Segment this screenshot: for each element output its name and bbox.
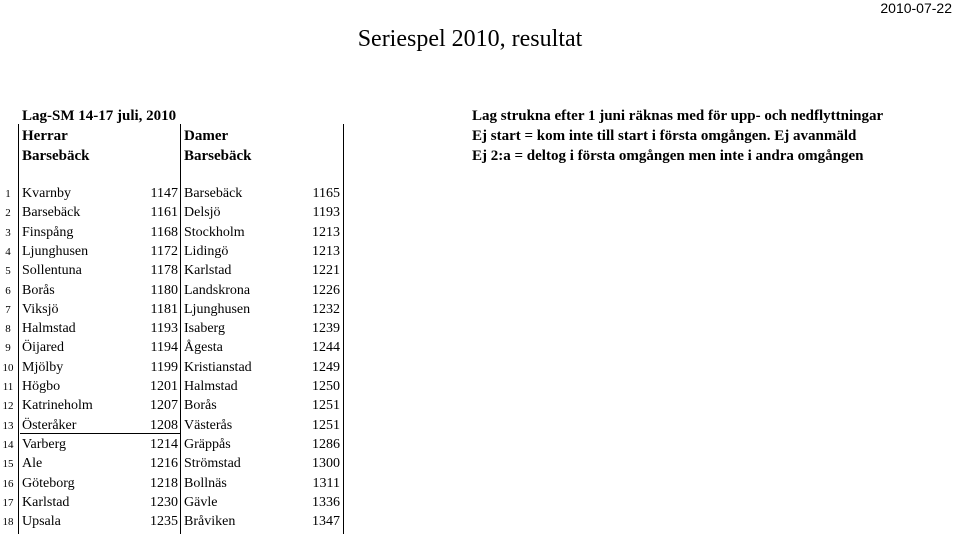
rank-cell: 14 [2,438,14,451]
rank-cell: 15 [2,458,14,471]
women-team-cell: Isaberg [184,321,225,337]
rank-cell: 5 [5,265,11,278]
men-score-cell: 1194 [150,340,178,356]
table-row [0,242,344,261]
table-row [0,512,344,531]
men-team-cell: Finspång [22,224,74,240]
men-score-cell: 1216 [150,456,178,472]
men-score-cell: 1180 [150,282,178,298]
men-score-cell: 1230 [150,494,178,510]
women-team-cell: Gävle [184,494,218,510]
rank-cell: 6 [5,284,11,297]
men-score-cell: 1214 [150,436,178,452]
women-team-cell: Kristianstad [184,359,252,375]
table-row [0,203,344,222]
table-row [0,184,344,203]
table-row [0,281,344,300]
rank-cell: 3 [5,226,11,239]
women-score-cell: 1221 [312,263,340,279]
note-line: Ej 2:a = deltog i första omgången men inte i andra omgången [472,148,864,164]
women-score-cell: 1251 [312,398,340,414]
men-team-cell: Kvarnby [22,186,71,201]
table-row [0,319,344,338]
men-team-cell: Borås [22,282,55,298]
women-team-cell: Stockholm [184,224,245,240]
women-score-cell: 1300 [312,456,340,472]
women-score-cell: 1336 [312,494,340,510]
women-score-cell: 1232 [312,301,340,317]
women-team-cell: Karlstad [184,263,232,279]
women-score-cell: 1193 [312,205,340,221]
men-team-cell: Öijared [22,340,64,356]
rank-cell: 4 [5,245,11,258]
men-team-cell: Karlstad [22,494,70,510]
women-team-cell: Ljunghusen [184,301,251,317]
rank-cell: 11 [2,381,14,393]
women-team-cell: Bollnäs [184,475,227,491]
women-team-cell: Landskrona [184,282,251,298]
rank-cell: 18 [2,516,14,529]
table-row [0,454,344,473]
men-team-cell: Upsala [22,514,61,530]
women-score-cell: 1286 [312,436,340,452]
men-team-cell: Högbo [22,379,61,394]
women-score-cell: 1249 [312,359,340,375]
men-team-cell: Mjölby [22,359,64,375]
rank-cell: 13 [2,419,14,432]
women-team-cell: Ågesta [184,340,223,356]
men-team-cell: Barsebäck [22,205,81,221]
men-team-cell: Varberg [22,436,67,452]
women-score-cell: 1311 [312,475,340,491]
rank-cell: 16 [2,477,14,490]
event-label: Lag-SM 14-17 juli, 2010 [22,108,177,124]
men-score-cell: 1199 [150,359,178,375]
women-team-cell: Delsjö [184,205,221,221]
men-score-cell: 1218 [150,475,178,491]
women-score-cell: 1239 [312,321,340,337]
men-score-cell: 1161 [150,205,178,221]
men-team-cell: Österåker [22,417,77,433]
men-score-cell: 1178 [150,263,178,279]
table-row [0,416,344,435]
men-venue: Barsebäck [22,148,90,164]
men-header: Herrar [22,128,68,144]
men-team-cell: Ljunghusen [22,243,89,259]
men-team-cell: Sollentuna [22,263,82,279]
men-team-cell: Katrineholm [22,398,93,414]
women-team-cell: Strömstad [184,456,241,472]
men-score-cell: 1207 [150,398,178,414]
men-team-cell: Ale [22,456,43,472]
table-row [0,396,344,415]
table-row [0,474,344,493]
men-score-cell: 1147 [150,186,178,201]
men-score-cell: 1201 [150,379,178,394]
men-score-cell: 1193 [150,321,178,337]
table-row [0,300,344,319]
page-title: Seriespel 2010, resultat [357,26,583,52]
women-score-cell: 1165 [312,186,340,201]
report-date: 2010-07-22 [880,0,952,16]
rank-cell: 2 [5,207,11,220]
men-team-cell: Viksjö [22,301,59,317]
women-team-cell: Bråviken [184,514,236,530]
men-score-cell: 1172 [150,243,178,259]
women-team-cell: Halmstad [184,379,238,394]
men-score-cell: 1181 [150,301,178,317]
rank-cell: 7 [5,303,11,316]
rank-cell: 10 [2,361,14,374]
women-score-cell: 1226 [312,282,340,298]
note-line: Lag strukna efter 1 juni räknas med för upp- och nedflyttningar [472,108,884,124]
women-score-cell: 1213 [312,243,340,259]
women-header: Damer [184,128,229,144]
men-score-cell: 1208 [150,417,178,433]
men-score-cell: 1235 [150,514,178,530]
rank-cell: 8 [5,323,11,336]
women-venue: Barsebäck [184,148,252,164]
women-score-cell: 1347 [312,514,340,530]
table-row [0,223,344,242]
men-score-cell: 1168 [150,224,178,240]
men-team-cell: Halmstad [22,321,76,337]
table-row [0,493,344,512]
table-row [0,435,344,454]
women-team-cell: Gräppås [184,436,231,452]
women-team-cell: Lidingö [184,243,229,259]
table-row [0,358,344,377]
women-team-cell: Borås [184,398,217,414]
women-score-cell: 1244 [312,340,340,356]
rank-cell: 17 [2,496,14,509]
women-team-cell: Barsebäck [184,186,243,201]
women-team-cell: Västerås [184,417,233,433]
women-score-cell: 1250 [312,379,340,394]
rank-cell: 9 [5,342,11,355]
women-score-cell: 1213 [312,224,340,240]
rank-cell: 1 [5,188,11,200]
note-line: Ej start = kom inte till start i första omgången. Ej avanmäld [472,128,857,144]
rank-cell: 12 [2,400,14,413]
table-row [0,261,344,280]
table-row [0,377,344,396]
table-row [0,338,344,357]
men-team-cell: Göteborg [22,475,75,491]
women-score-cell: 1251 [312,417,340,433]
